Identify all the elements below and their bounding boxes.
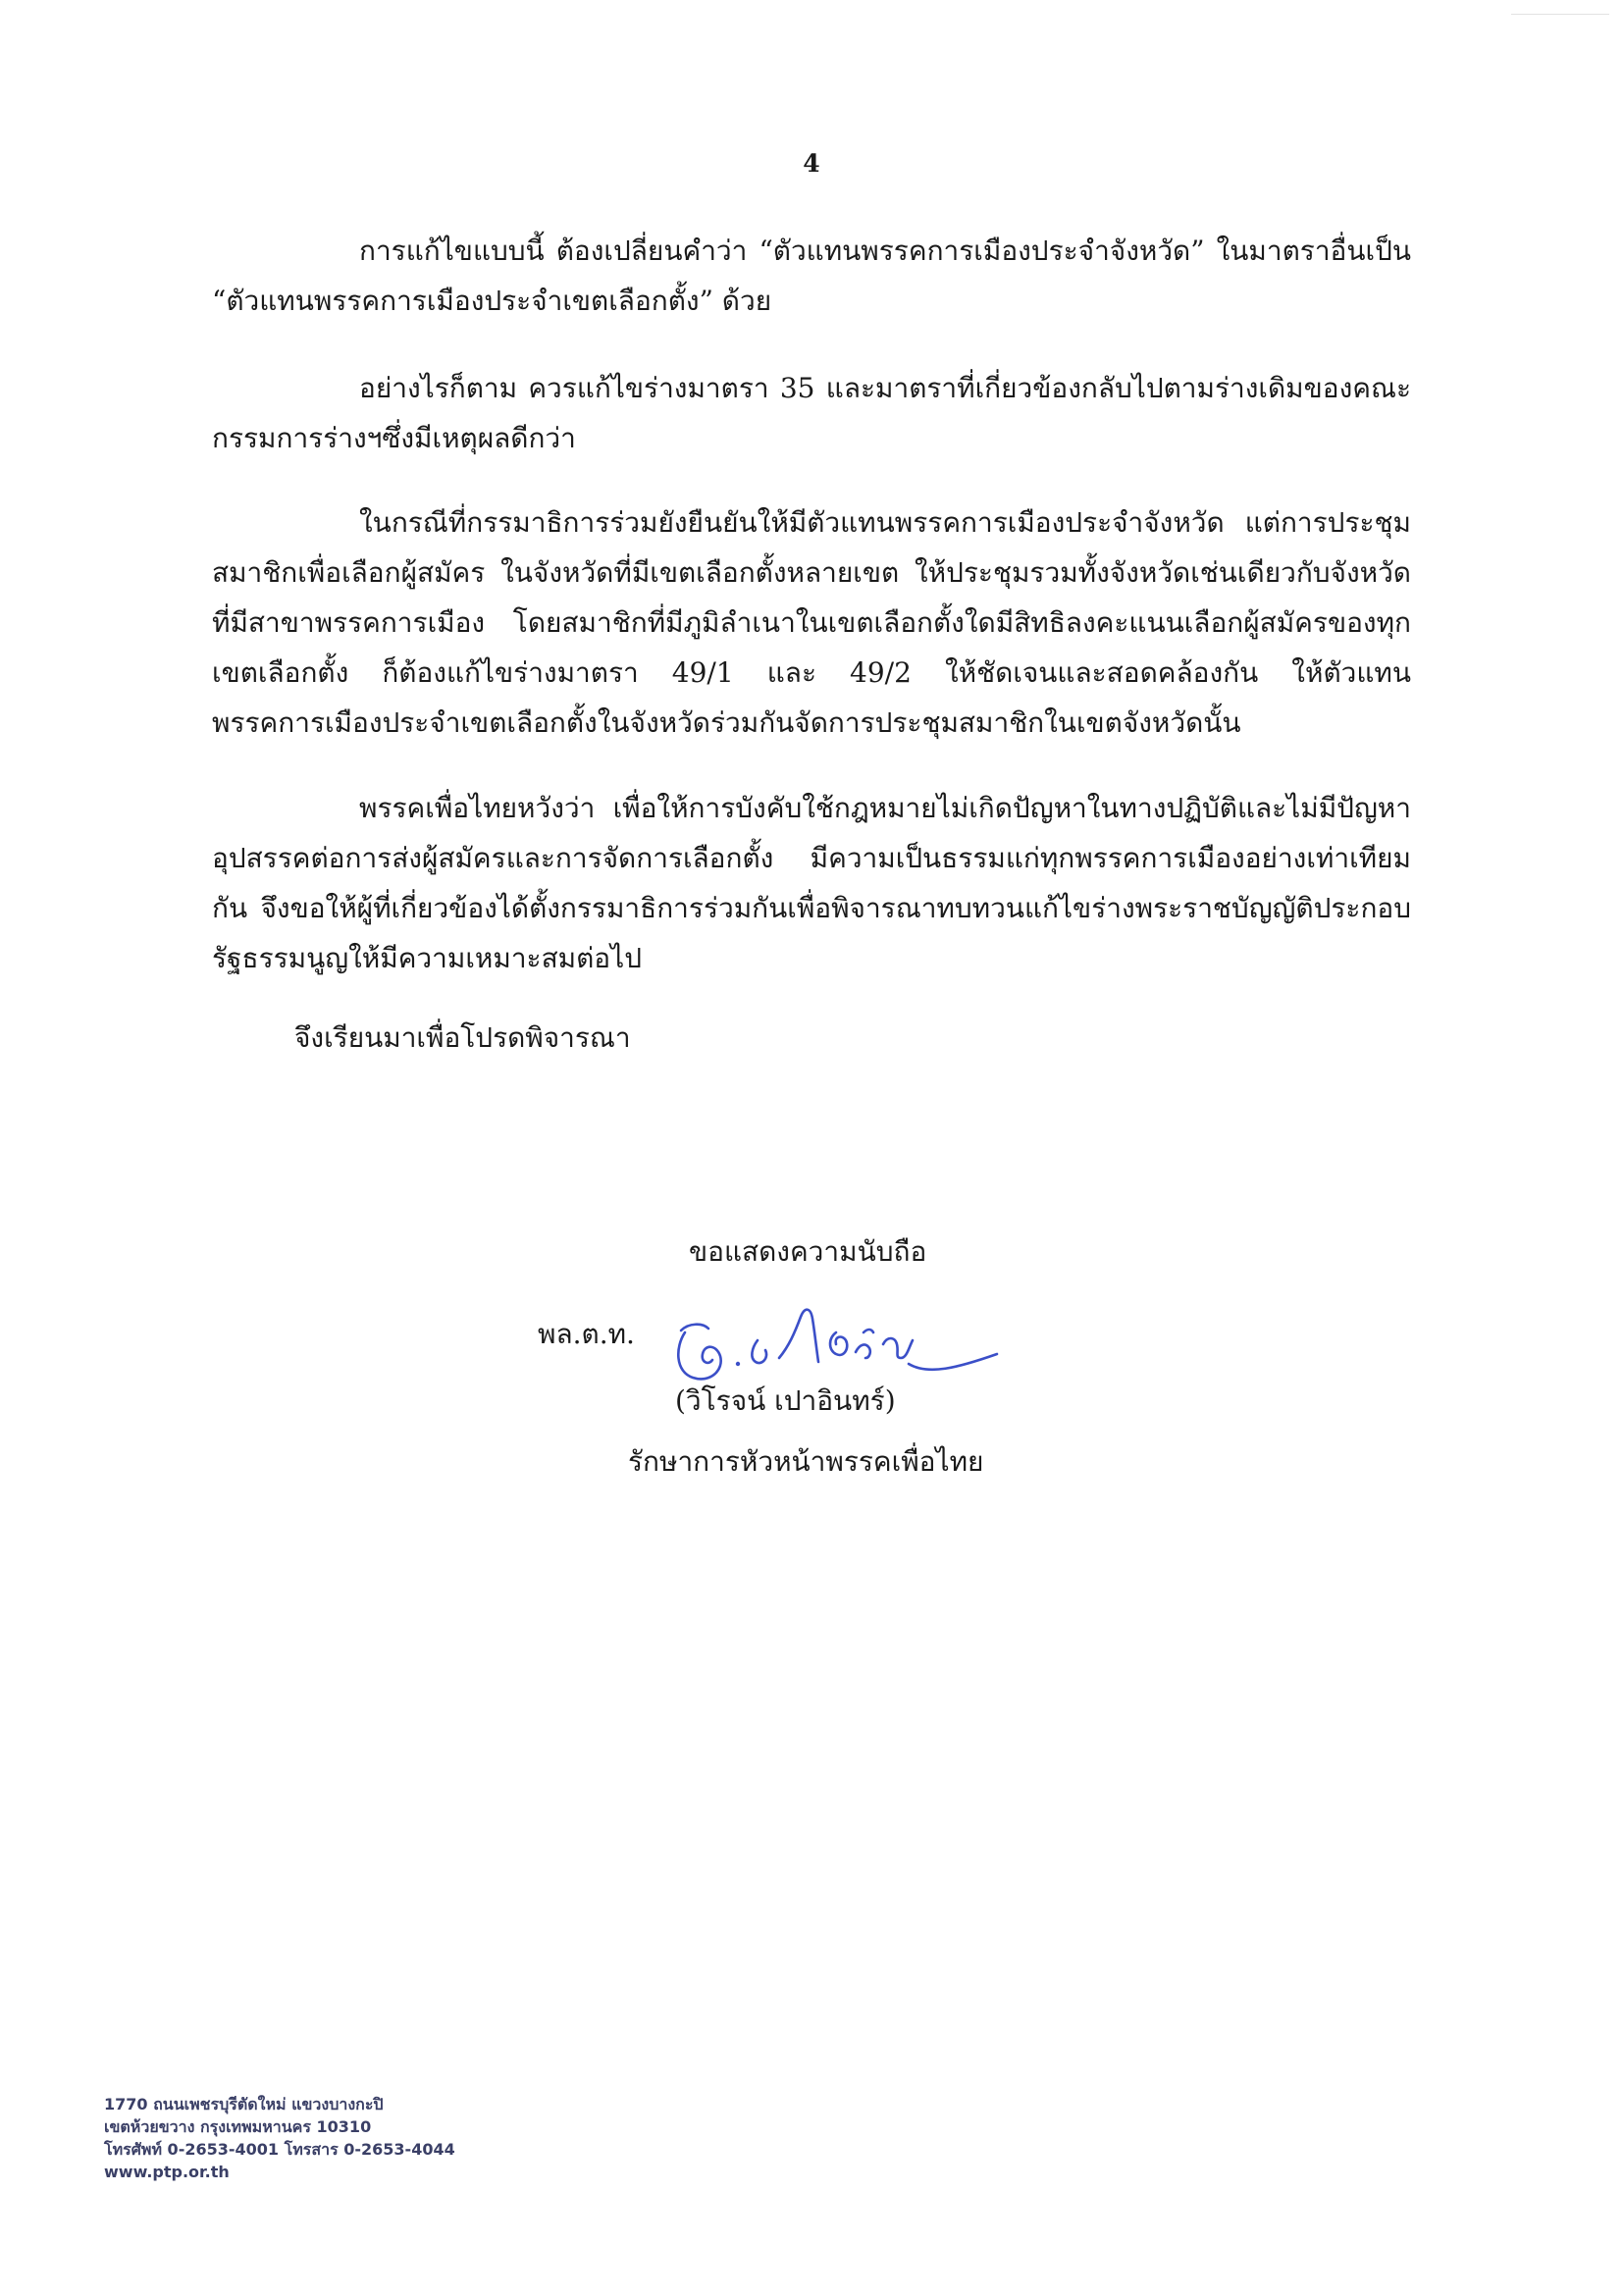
page-number: 4: [803, 149, 820, 178]
paragraph-4-text: พรรคเพื่อไทยหวังว่า เพื่อให้การบังคับใช้กฎหมายไม่เกิดปัญหาในทางปฏิบัติและไม่มีปัญหาอุปสรรคต่อการส่งผู้สมัครและการจัดการเลือกตั้ง มีความเป็นธรรมแก่ทุกพรรคการเมืองอย่างเท่าเทียมกัน จึงขอให้ผู้ที่เกี่ยวข้องได้ตั้งกรรมาธิการร่วมกันเพื่อพิจารณาทบทวนแก้ไขร่างพระราชบัญญัติประกอบรัฐธรรมนูญให้มีความเหมาะสมต่อไป: [212, 792, 1411, 974]
regards-text: ขอแสดงความนับถือ: [689, 1235, 927, 1268]
paragraph-3: [212, 497, 1411, 748]
paragraph-4: [212, 783, 1411, 983]
signer-title: รักษาการหัวหน้าพรรคเพื่อไทย: [628, 1445, 984, 1478]
paragraph-2: [212, 363, 1411, 463]
paragraph-2-text: อย่างไรก็ตาม ควรแก้ไขร่างมาตรา 35 และมาตราที่เกี่ยวข้องกลับไปตามร่างเดิมของคณะกรรมการร่างฯซึ่งมีเหตุผลดีกว่า: [212, 372, 1411, 454]
signer-name: (วิโรจน์ เปาอินทร์): [675, 1384, 896, 1417]
footer-phone-fax: โทรศัพท์ 0-2653-4001 โทรสาร 0-2653-4044: [104, 2140, 455, 2159]
signer-rank: พล.ต.ท.: [538, 1318, 635, 1350]
footer-address-line-2: เขตห้วยขวาง กรุงเทพมหานคร 10310: [104, 2117, 372, 2136]
handwritten-signature: [663, 1293, 1007, 1391]
paragraph-1: [212, 226, 1411, 326]
footer-address-block: [104, 2093, 455, 2183]
paragraph-1-text: การแก้ไขแบบนี้ ต้องเปลี่ยนคำว่า “ตัวแทนพรรคการเมืองประจำจังหวัด” ในมาตราอื่นเป็น “ตัวแทนพรรคการเมืองประจำเขตเลือกตั้ง” ด้วย: [212, 235, 1411, 317]
footer-address-line-1: 1770 ถนนเพชรบุรีตัดใหม่ แขวงบางกะปิ: [104, 2095, 384, 2113]
footer-website: www.ptp.or.th: [104, 2163, 230, 2181]
closing-line: จึงเรียนมาเพื่อโปรดพิจารณา: [294, 1021, 631, 1054]
paragraph-3-text: ในกรณีที่กรรมาธิการร่วมยังยืนยันให้มีตัวแทนพรรคการเมืองประจำจังหวัด แต่การประชุมสมาชิกเพื่อเลือกผู้สมัคร ในจังหวัดที่มีเขตเลือกตั้งหลายเขต ให้ประชุมรวมทั้งจังหวัดเช่นเดียวกับจังหวัดที่มีสาขาพรรคการเมือง โดยสมาชิกที่มีภูมิลำเนาในเขตเลือกตั้งใดมีสิทธิลงคะแนนเลือกผู้สมัครของทุกเขตเลือกตั้ง ก็ต้องแก้ไขร่างมาตรา 49/1 และ 49/2 ให้ชัดเจนและสอดคล้องกัน ให้ตัวแทนพรรคการเมืองประจำเขตเลือกตั้งในจังหวัดร่วมกันจัดการประชุมสมาชิกในเขตจังหวัดนั้น: [212, 506, 1411, 739]
scan-artifact-line: [1511, 14, 1609, 15]
